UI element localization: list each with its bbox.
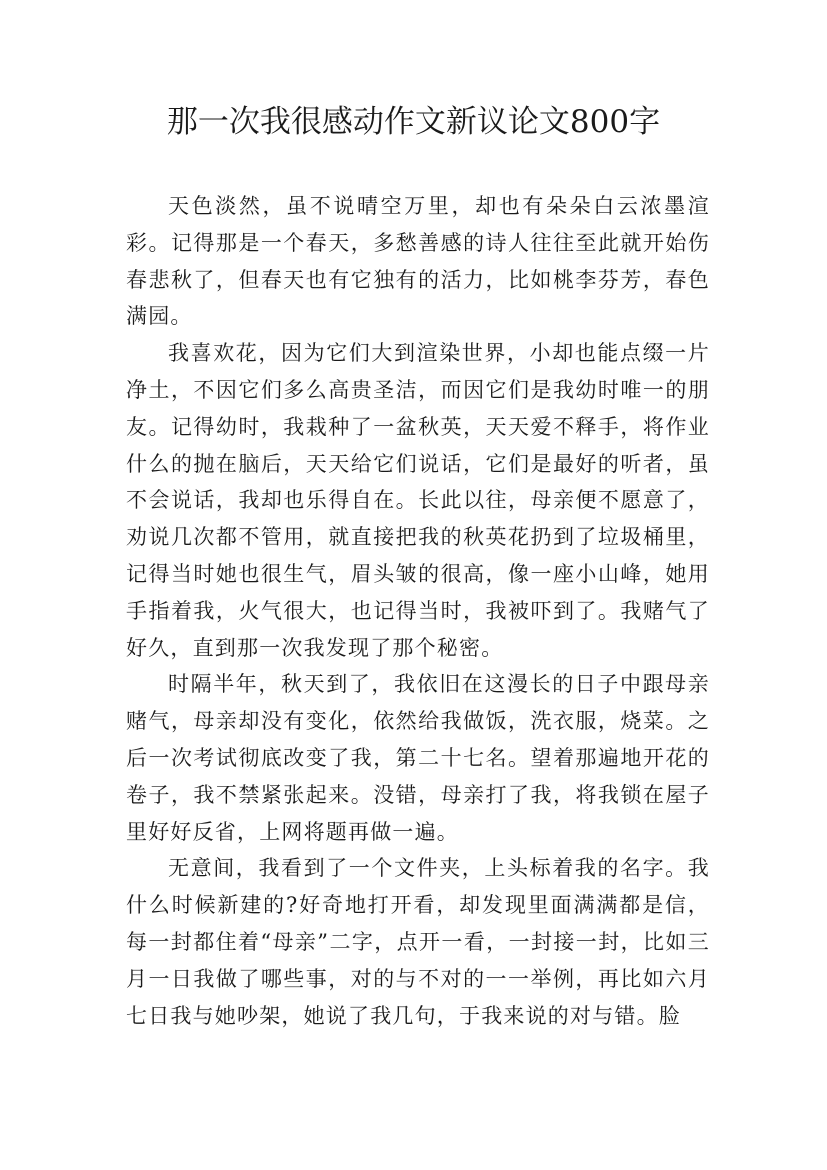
document-body <box>126 188 710 1034</box>
paragraph-1: 天色淡然，虽不说晴空万里，却也有朵朵白云浓墨渲彩。记得那是一个春天，多愁善感的诗人往往至此就开始伤春悲秋了，但春天也有它独有的活力，比如桃李芬芳，春色满园。 <box>126 194 710 329</box>
paragraph-3: 时隔半年，秋天到了，我依旧在这漫长的日子中跟母亲赌气，母亲却没有变化，依然给我做饭，洗衣服，烧菜。之后一次考试彻底改变了我，第二十七名。望着那遍地开花的卷子，我不禁紧张起来。没错，母亲打了我，将我锁在屋子里好好反省，上网将题再做一遍。 <box>126 672 710 844</box>
paragraph-4: 无意间，我看到了一个文件夹，上头标着我的名字。我什么时候新建的?好奇地打开看，却发现里面满满都是信，每一封都住着“母亲”二字，点开一看，一封接一封，比如三月一日我做了哪些事，对的与不对的一一举例，再比如六月七日我与她吵架，她说了我几句，于我来说的对与错。脸 <box>126 856 710 1028</box>
paragraph-2: 我喜欢花，因为它们大到渲染世界，小却也能点缀一片净土，不因它们多么高贵圣洁，而因它们是我幼时唯一的朋友。记得幼时，我栽种了一盆秋英，天天爱不释手，将作业什么的抛在脑后，天天给它们说话，它们是最好的听者，虽不会说话，我却也乐得自在。长此以往，母亲便不愿意了，劝说几次都不管用，就直接把我的秋英花扔到了垃圾桶里，记得当时她也很生气，眉头皱的很高，像一座小山峰，她用手指着我，火气很大，也记得当时，我被吓到了。我赌气了好久，直到那一次我发现了那个秘密。 <box>126 341 710 660</box>
document-title: 那一次我很感动作文新议论文800字 <box>166 104 661 140</box>
